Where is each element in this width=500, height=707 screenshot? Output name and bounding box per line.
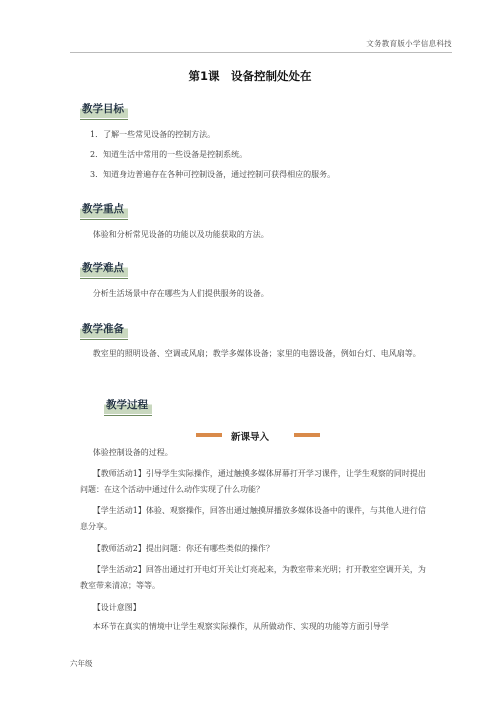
section-heading-goals: 教学目标	[80, 100, 128, 118]
goal-item-3: 3．知道身边普遍存在各种可控制设备，通过控制可获得相应的服务。	[90, 170, 336, 179]
header-divider	[70, 52, 452, 53]
goal-item-2: 2．知道生活中常用的一些设备是控制系统。	[90, 150, 248, 159]
section-heading-key-points: 教学重点	[80, 200, 128, 218]
goal-item-1: 1．了解一些常见设备的控制方法。	[90, 130, 216, 139]
section-heading-process: 教学过程	[104, 396, 152, 414]
section-heading-preparation: 教学准备	[80, 320, 128, 338]
section-heading-difficulties: 教学难点	[80, 259, 128, 277]
lesson-title: 第1课 设备控制处处在	[188, 69, 312, 83]
process-paragraph-1: 体验控制设备的过程。	[92, 448, 173, 457]
subheading-text: 新课导入	[230, 432, 269, 443]
page-header-publisher: 文务教育版小学信息科技	[366, 39, 452, 48]
process-paragraph-6: 【设计意图】	[92, 603, 141, 612]
difficulties-text: 分析生活场景中存在哪些为人们提供服务的设备。	[92, 289, 269, 298]
subheading-bar-right	[294, 433, 320, 437]
process-paragraph-5: 【学生活动2】回答出通过打开电灯开关让灯亮起来，为教室带来光明；打开教室空调开关，为教室带来清凉；等等。	[80, 565, 426, 590]
process-paragraph-3: 【学生活动1】体验、观察操作，回答出通过触摸屏播放多媒体设备中的课件，与其他人进行信息分享。	[80, 506, 426, 531]
process-paragraph-2: 【教师活动1】引导学生实际操作，通过触摸多媒体屏幕打开学习课件，让学生观察的同时提出问题：在这个活动中通过什么动作实现了什么功能？	[80, 469, 426, 494]
process-paragraph-4: 【教师活动2】提出问题：你还有哪些类似的操作？	[92, 544, 274, 553]
key-points-text: 体验和分析常见设备的功能以及功能获取的方法。	[92, 230, 269, 239]
page-footer-grade: 六年级	[70, 659, 93, 668]
subheading-new-lesson-intro	[0, 429, 500, 443]
preparation-text: 教室里的照明设备、空调或风扇；教学多媒体设备；家里的电器设备，例如台灯、电风扇等。	[92, 349, 421, 358]
process-paragraph-7: 本环节在真实的情境中让学生观察实际操作，从所做动作、实现的功能等方面引导学	[92, 622, 389, 631]
